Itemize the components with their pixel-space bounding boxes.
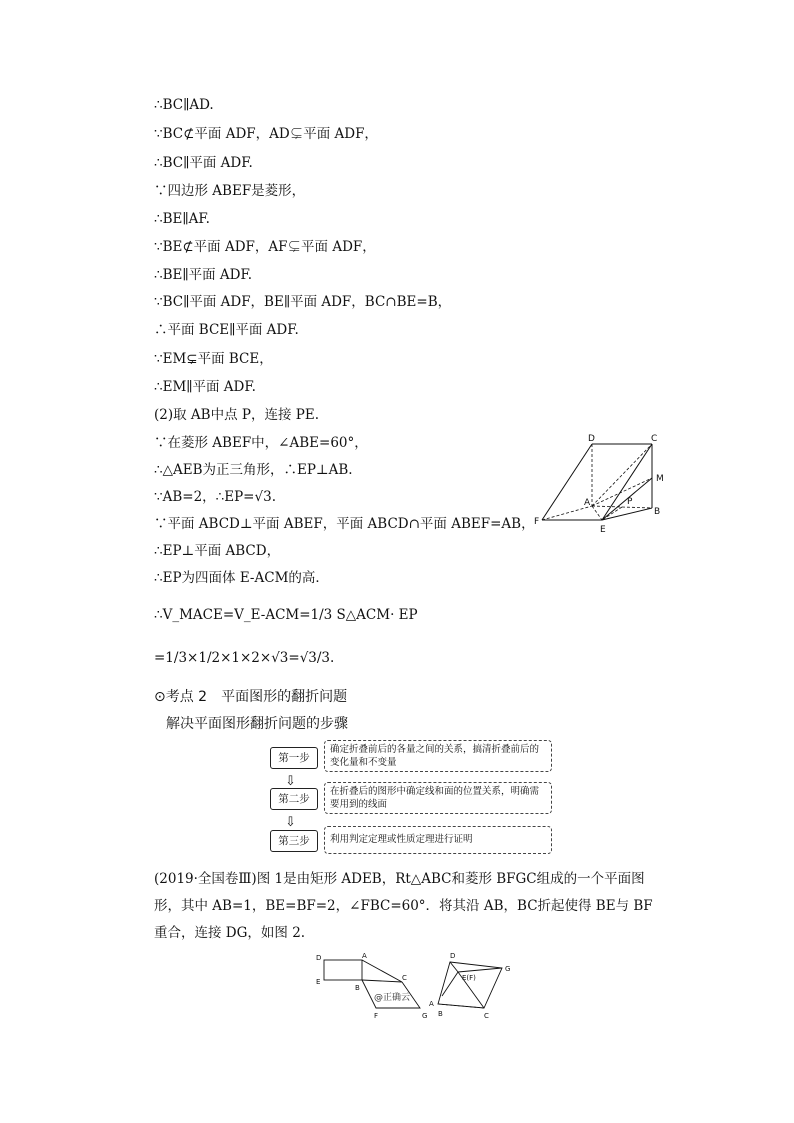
proof-line-19: ∴V_MACE=V_E-ACM=1/3 S△ACM· EP — [154, 607, 418, 623]
edge-ce — [602, 444, 652, 520]
fig2-label-g: G — [422, 1012, 428, 1020]
figure-solid-abcd-abef — [530, 432, 670, 542]
step-1-label: 第一步 — [270, 747, 318, 769]
proof-line-4: ∵四边形 ABEF是菱形， — [154, 183, 306, 199]
label-f: F — [534, 517, 540, 527]
fig2r-label-g: G — [505, 965, 511, 973]
fig2-label-c: C — [402, 974, 407, 982]
fig2r-label-d: D — [450, 952, 456, 960]
fig2-label-d: D — [316, 954, 322, 962]
figure-planar-and-folded — [312, 950, 522, 1028]
label-p: P — [627, 497, 633, 507]
step-2-text: 在折叠后的图形中确定线和面的位置关系，明确需要用到的线面 — [324, 782, 552, 814]
proof-line-7: ∴BE∥平面 ADF. — [154, 267, 253, 283]
proof-line-20: =1/3×1/2×1×2×√3=√3/3. — [154, 650, 335, 666]
fig2-label-e: E — [316, 978, 321, 986]
proof-line-15: ∵AB=2，∴EP=√3. — [154, 489, 276, 505]
proof-line-6: ∵BE⊄平面 ADF，AF⊊平面 ADF， — [154, 239, 376, 255]
folded-edge-eg — [458, 968, 502, 972]
fig2r-label-c: C — [484, 1012, 489, 1020]
proof-line-18: ∴EP为四面体 E-ACM的高． — [154, 570, 329, 586]
down-arrow-icon: ⇩ — [285, 815, 296, 830]
folded-edge-de — [450, 962, 458, 972]
label-a: A — [584, 498, 591, 508]
proof-line-3: ∴BC∥平面 ADF. — [154, 155, 253, 171]
label-b: B — [654, 507, 661, 517]
proof-line-2: ∵BC⊄平面 ADF，AD⊊平面 ADF， — [154, 126, 378, 142]
fig2r-label-b: B — [438, 1010, 443, 1018]
edge-am-hidden — [592, 478, 652, 506]
proof-line-13: ∵在菱形 ABEF中，∠ABE=60°， — [154, 435, 368, 451]
proof-line-14: ∴△AEB为正三角形，∴EP⊥AB. — [154, 462, 353, 478]
fig2r-label-a: A — [429, 1000, 434, 1008]
label-c: C — [651, 434, 658, 444]
step-3-label: 第三步 — [270, 830, 318, 852]
step-2-label: 第二步 — [270, 788, 318, 810]
section-heading: ⊙考点 2 平面图形的翻折问题 — [154, 689, 348, 705]
label-e: E — [600, 525, 606, 535]
step-3-text: 利用判定定理或性质定理进行证明 — [324, 826, 552, 854]
problem-paragraph: (2019·全国卷Ⅲ)图 1是由矩形 ADEB，Rt△ABC和菱形 BFGC组成的一个平面图形，其中 AB=1，BE=BF=2，∠FBC=60°．将其沿 AB，BC折起使得 BE与 BF重合，连接 DG，如图 2. — [154, 871, 653, 941]
edge-ae-hidden — [592, 506, 602, 520]
fig2-label-a: A — [362, 952, 367, 960]
proof-line-9: ∴平面 BCE∥平面 ADF. — [154, 322, 299, 338]
fig2-label-b: B — [355, 984, 360, 992]
proof-line-17: ∴EP⊥平面 ABCD， — [154, 543, 281, 559]
watermark-text: @正确云 — [374, 993, 411, 1003]
edge-df — [542, 444, 592, 520]
step-1-text: 确定折叠前后的各量之间的关系，搞清折叠前后的变化量和不变量 — [324, 740, 552, 772]
label-m: M — [656, 474, 664, 484]
proof-line-16: ∵平面 ABCD⊥平面 ABEF，平面 ABCD∩平面 ABEF=AB， — [154, 516, 535, 532]
fig2r-label-ef: E(F) — [462, 974, 476, 982]
proof-line-10: ∵EM⊊平面 BCE， — [154, 351, 273, 367]
down-arrow-icon: ⇩ — [285, 774, 296, 789]
edge-ac-hidden — [592, 444, 652, 506]
folded-edge-eb — [442, 972, 458, 996]
proof-line-11: ∴EM∥平面 ADF. — [154, 379, 256, 395]
label-d: D — [588, 434, 595, 444]
proof-line-8: ∵BC∥平面 ADF，BE∥平面 ADF，BC∩BE=B， — [154, 294, 452, 310]
section-subheading: 解决平面图形翻折问题的步骤 — [166, 716, 348, 732]
fig2-label-f: F — [374, 1012, 379, 1020]
proof-line-1: ∴BC∥AD. — [154, 97, 214, 113]
proof-line-12: (2)取 AB中点 P，连接 PE. — [154, 407, 319, 423]
proof-line-5: ∴BE∥AF. — [154, 211, 210, 227]
rect-adeb — [324, 960, 362, 980]
triangle-abc — [362, 960, 402, 982]
